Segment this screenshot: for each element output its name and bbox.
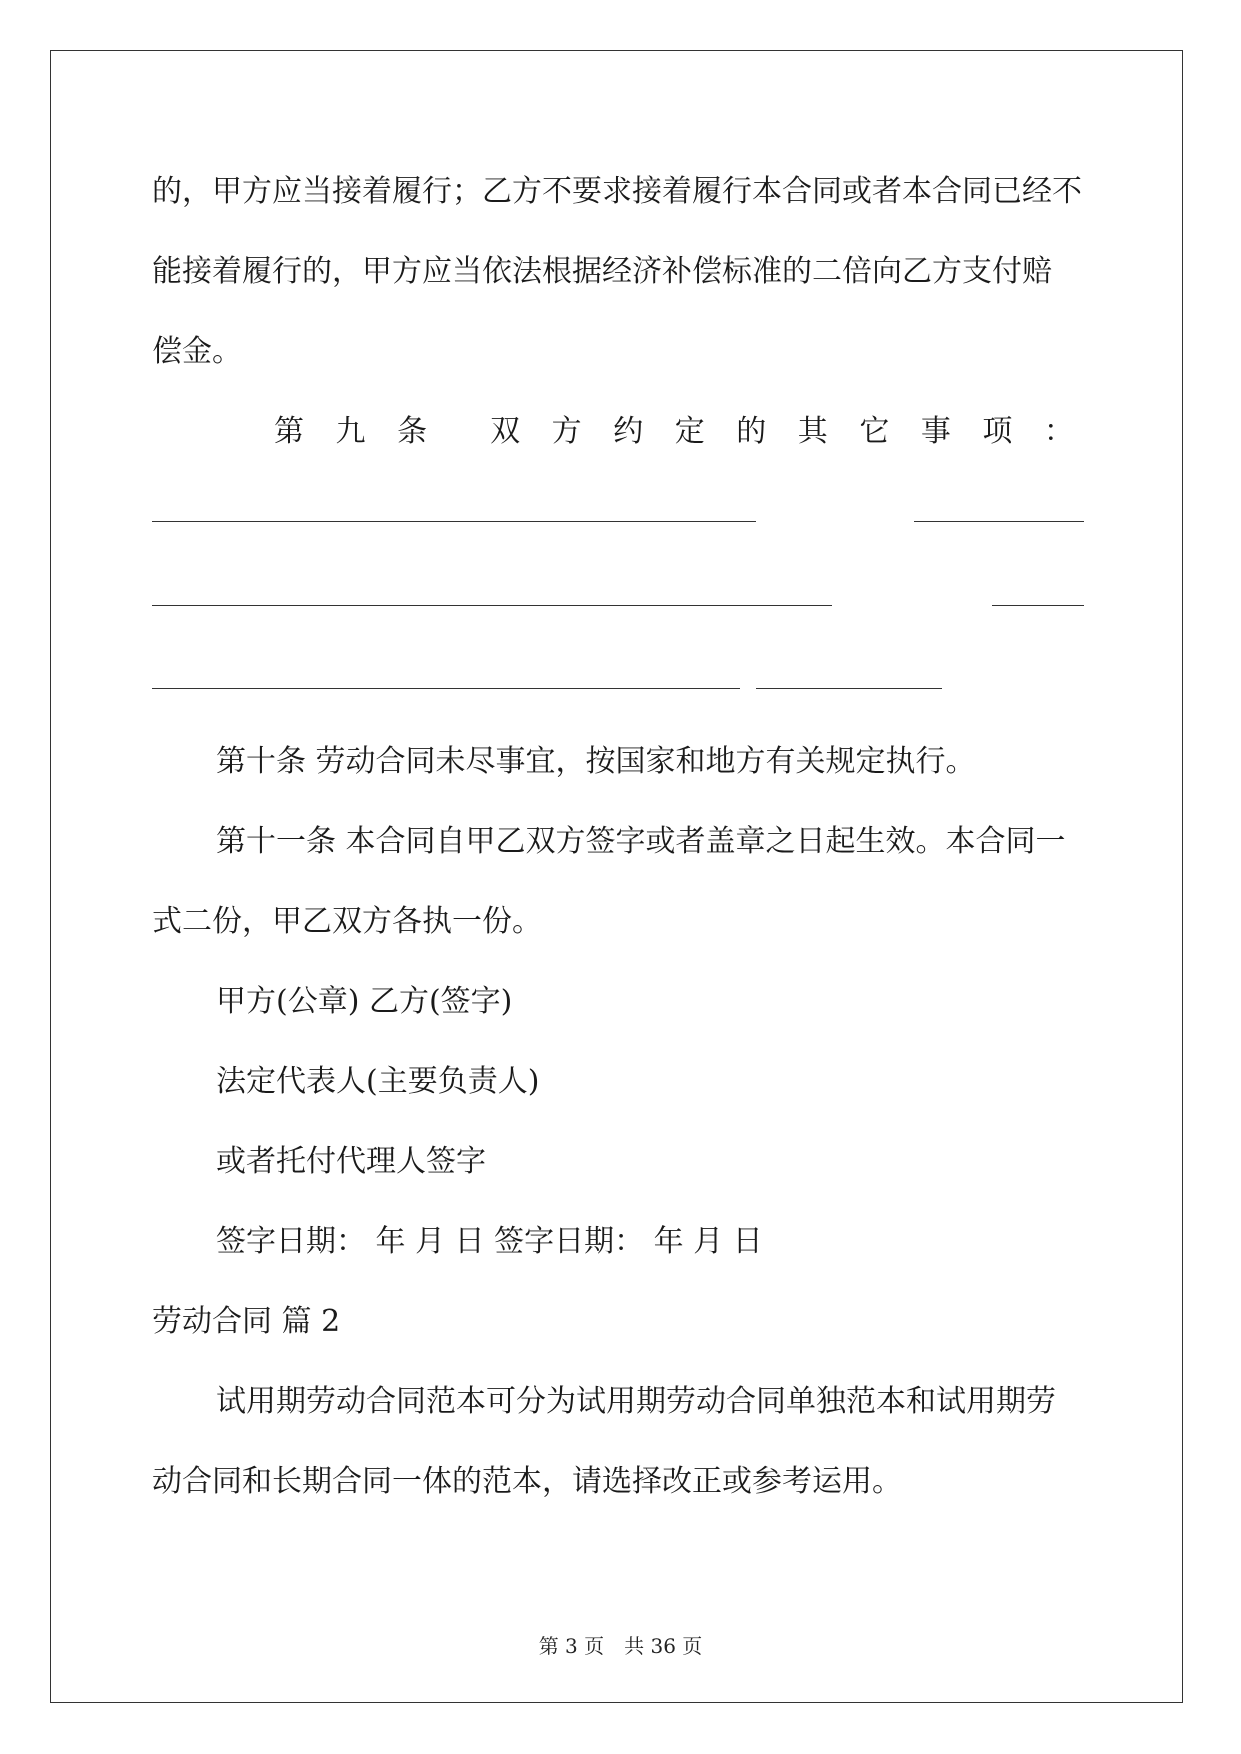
blank-line (756, 688, 942, 689)
body-line: 的，甲方应当接着履行；乙方不要求接着履行本合同或者本合同已经不 (152, 174, 1082, 209)
heading-char: 方 (551, 414, 582, 449)
article-9-heading (274, 412, 1074, 452)
blank-line (152, 521, 756, 522)
section-2-line-2: 动合同和长期合同一体的范本，请选择改正或参考运用。 (152, 1464, 902, 1499)
article-11-line-2: 式二份，甲乙双方各执一份。 (152, 904, 542, 939)
blank-line (152, 605, 832, 606)
article-11-line-1: 第十一条 本合同自甲乙双方签字或者盖章之日起生效。本合同一 (216, 824, 1066, 859)
heading-char: ： (1043, 414, 1074, 449)
page-footer: 第 3 页 共 36 页 (538, 1634, 703, 1658)
article-10: 第十条 劳动合同未尽事宜，按国家和地方有关规定执行。 (216, 744, 976, 779)
legal-representative: 法定代表人(主要负责人) (216, 1064, 540, 1099)
blank-line (152, 688, 740, 689)
heading-char: 第 (274, 414, 304, 449)
body-line: 能接着履行的，甲方应当依法根据经济补偿标准的二倍向乙方支付赔 (152, 254, 1052, 289)
signature-date: 签字日期： 年 月 日 签字日期： 年 月 日 (216, 1224, 763, 1259)
section-2-title: 劳动合同 篇 2 (152, 1304, 341, 1339)
blank-line (914, 521, 1084, 522)
heading-char: 约 (613, 414, 644, 449)
page-border (50, 50, 1183, 1703)
heading-char: 项 (982, 414, 1013, 449)
section-2-line-1: 试用期劳动合同范本可分为试用期劳动合同单独范本和试用期劳 (216, 1384, 1056, 1419)
heading-char: 定 (674, 414, 705, 449)
signature-parties: 甲方(公章) 乙方(签字) (216, 984, 513, 1019)
heading-char: 九 (335, 414, 366, 449)
heading-char: 双 (490, 414, 521, 449)
body-line: 偿金。 (152, 334, 242, 369)
heading-char: 的 (736, 414, 767, 449)
heading-char: 条 (397, 414, 428, 449)
heading-char: 它 (859, 414, 890, 449)
agent-signature: 或者托付代理人签字 (216, 1144, 486, 1179)
heading-char: 事 (920, 414, 951, 449)
heading-char: 其 (797, 414, 828, 449)
blank-line (992, 605, 1084, 606)
